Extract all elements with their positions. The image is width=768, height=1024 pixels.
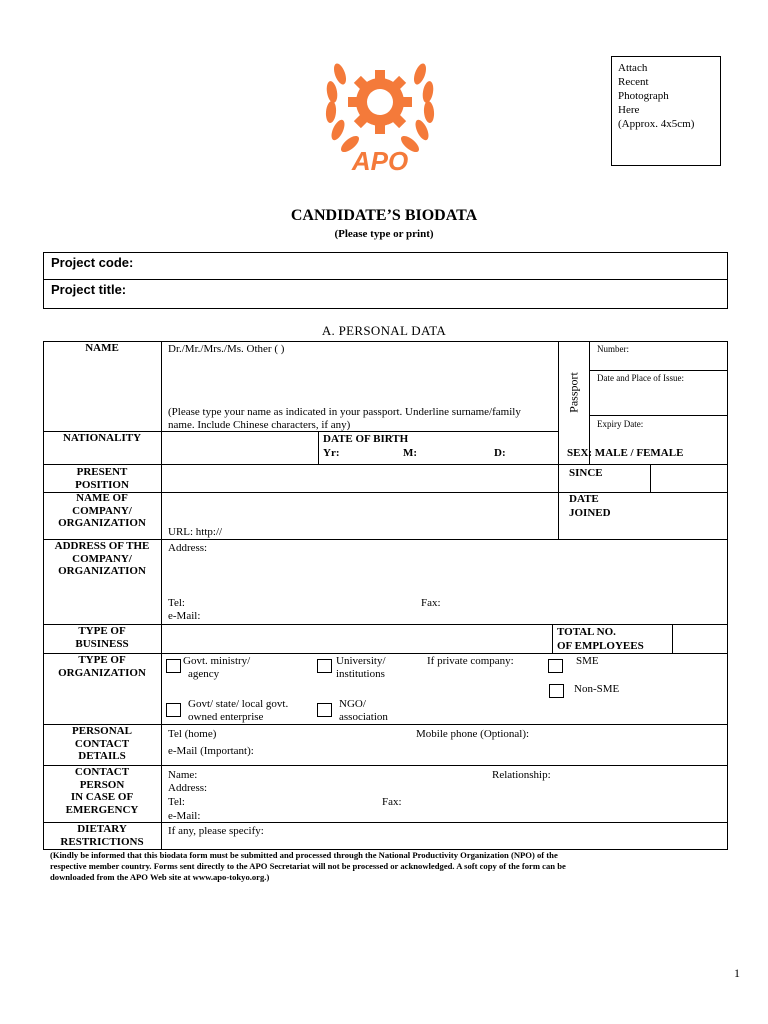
- ngo-checkbox[interactable]: [317, 703, 332, 717]
- type-of-organization-label: TYPE OF ORGANIZATION: [58, 654, 146, 679]
- name-prefix-options[interactable]: Dr./Mr./Mrs./Ms. Other ( ): [168, 343, 285, 355]
- svg-text:APO: APO: [351, 146, 409, 176]
- photo-attachment-box[interactable]: [611, 56, 721, 166]
- project-code-field[interactable]: [43, 252, 728, 280]
- tel-field[interactable]: Tel:: [168, 597, 185, 609]
- address-field[interactable]: Address:: [168, 542, 208, 554]
- university-option: University/ institutions: [336, 655, 386, 680]
- state-govt-option: Govt/ state/ local govt. owned enterprise: [188, 698, 289, 723]
- university-checkbox[interactable]: [317, 659, 332, 673]
- tel-home-field[interactable]: Tel (home): [168, 728, 217, 740]
- sex-field[interactable]: SEX: MALE / FEMALE: [567, 447, 684, 459]
- dob-year-field[interactable]: Yr:: [323, 447, 340, 459]
- passport-expiry-field[interactable]: Expiry Date:: [597, 419, 644, 429]
- name-label: NAME: [85, 342, 119, 354]
- emergency-contact-label: CONTACT PERSON IN CASE OF EMERGENCY: [65, 766, 139, 816]
- page-subtitle: (Please type or print): [334, 228, 434, 240]
- mobile-phone-field[interactable]: Mobile phone (Optional):: [416, 728, 530, 740]
- apo-logo: [318, 50, 442, 178]
- non-sme-checkbox[interactable]: [549, 684, 564, 698]
- sme-option: SME: [576, 655, 599, 667]
- non-sme-option: Non-SME: [574, 683, 620, 695]
- fax-field[interactable]: Fax:: [421, 597, 441, 609]
- url-field[interactable]: URL: http://: [168, 526, 223, 538]
- type-of-business-label: TYPE OF BUSINESS: [75, 625, 129, 650]
- photo-line: Here: [618, 104, 640, 116]
- company-name-label: NAME OF COMPANY/ ORGANIZATION: [58, 492, 146, 529]
- nationality-label: NATIONALITY: [62, 432, 142, 444]
- ngo-option: NGO/ association: [339, 698, 388, 723]
- govt-ministry-checkbox[interactable]: [166, 659, 181, 673]
- photo-line: Attach: [618, 62, 648, 74]
- total-employees-label: TOTAL NO. OF EMPLOYEES: [557, 626, 644, 652]
- private-company-label: If private company:: [427, 655, 514, 667]
- project-title-field[interactable]: [43, 279, 728, 309]
- page-title: CANDIDATE’S BIODATA: [290, 207, 478, 224]
- dob-day-field[interactable]: D:: [494, 447, 506, 459]
- submission-footnote: (Kindly be informed that this biodata form must be submitted and processed through the National Productivity Organization (NPO) of the respective member country. Forms sent directly to the APO Secretariat will not be processed or acknowledged. A soft copy of the form can be downloaded from the APO Web site at www.apo-tokyo.org.): [50, 850, 566, 882]
- dietary-field[interactable]: If any, please specify:: [168, 825, 264, 837]
- passport-issue-field[interactable]: Date and Place of Issue:: [597, 373, 684, 383]
- emergency-email-field[interactable]: e-Mail:: [168, 810, 201, 822]
- photo-line: Photograph: [618, 90, 669, 102]
- state-govt-checkbox[interactable]: [166, 703, 181, 717]
- passport-number-field[interactable]: Number:: [597, 344, 629, 354]
- passport-label: Passport: [566, 372, 581, 413]
- dob-label: DATE OF BIRTH: [323, 433, 409, 445]
- dob-month-field[interactable]: M:: [403, 447, 418, 459]
- page-number: 1: [734, 966, 740, 980]
- emergency-name-field[interactable]: Name:: [168, 769, 198, 781]
- name-instruction: (Please type your name as indicated in your passport. Underline surname/family: [168, 406, 521, 418]
- present-position-label: PRESENT POSITION: [75, 466, 129, 491]
- emergency-relationship-field[interactable]: Relationship:: [492, 769, 551, 781]
- personal-contact-label: PERSONAL CONTACT DETAILS: [72, 725, 132, 762]
- name-instruction: name. Include Chinese characters, if any): [168, 419, 351, 431]
- date-joined-label: DATE JOINED: [569, 493, 611, 519]
- emergency-tel-field[interactable]: Tel:: [168, 796, 185, 808]
- sme-checkbox[interactable]: [548, 659, 563, 673]
- project-code-label: Project code:: [51, 255, 134, 270]
- email-important-field[interactable]: e-Mail (Important):: [168, 745, 254, 757]
- since-label: SINCE: [569, 467, 603, 479]
- emergency-fax-field[interactable]: Fax:: [382, 796, 402, 808]
- photo-line: Recent: [618, 76, 649, 88]
- section-heading: A. PERSONAL DATA: [321, 323, 447, 338]
- govt-ministry-option: Govt. ministry/ agency: [183, 655, 251, 680]
- email-field[interactable]: e-Mail:: [168, 610, 201, 622]
- dietary-label: DIETARY RESTRICTIONS: [60, 823, 144, 848]
- photo-line: (Approx. 4x5cm): [618, 118, 695, 130]
- emergency-address-field[interactable]: Address:: [168, 782, 208, 794]
- project-title-label: Project title:: [51, 282, 127, 297]
- address-label: ADDRESS OF THE COMPANY/ ORGANIZATION: [54, 540, 150, 577]
